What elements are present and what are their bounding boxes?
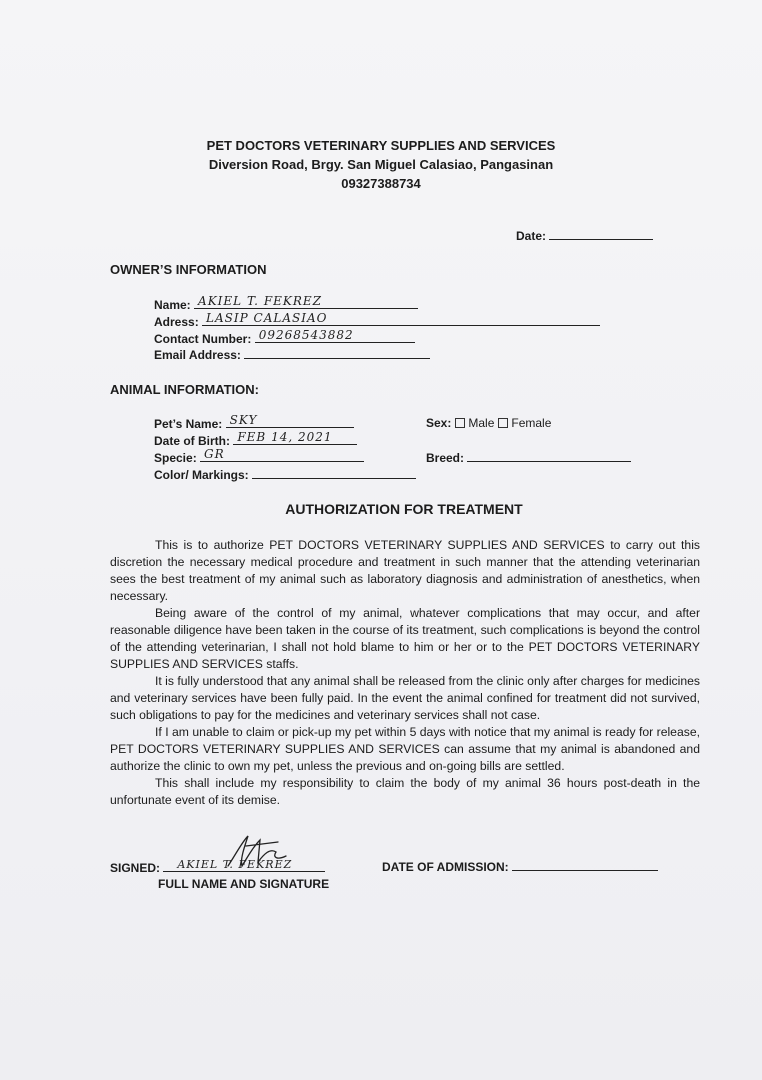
breed-line[interactable] xyxy=(467,450,631,462)
owner-name-line[interactable] xyxy=(194,294,418,309)
admission-date-line[interactable] xyxy=(512,859,658,871)
owner-name-field xyxy=(154,294,418,312)
dob-line[interactable] xyxy=(233,430,357,445)
specie-value: GR xyxy=(204,447,225,461)
dob-field xyxy=(154,430,357,448)
sex-female-label: Female xyxy=(511,416,552,430)
owner-contact-label: Contact Number: xyxy=(154,332,252,346)
authorization-paragraph: This shall include my responsibility to claim the body of my animal 36 hours post-death in the unfortunate event of its demise. xyxy=(110,776,700,807)
sex-field xyxy=(426,416,551,430)
signed-label: SIGNED: xyxy=(110,861,161,875)
date-line[interactable] xyxy=(549,228,653,240)
owner-contact-field xyxy=(154,328,415,346)
owner-contact-value: 09268543882 xyxy=(258,328,354,342)
color-markings-line[interactable] xyxy=(252,467,416,479)
owner-email-line[interactable] xyxy=(244,347,430,359)
owner-email-field xyxy=(154,347,430,362)
specie-label: Specie: xyxy=(154,451,197,465)
pet-name-line[interactable] xyxy=(226,413,354,428)
breed-field xyxy=(426,450,631,465)
pet-name-field xyxy=(154,413,354,431)
specie-field xyxy=(154,447,364,465)
admission-date-label: DATE OF ADMISSION: xyxy=(382,860,509,874)
authorization-title: AUTHORIZATION FOR TREATMENT xyxy=(285,501,523,517)
signed-line[interactable] xyxy=(163,860,325,872)
owner-name-value: AKIEL T. FEKREZ xyxy=(198,294,322,308)
sex-male-label: Male xyxy=(468,416,495,430)
authorization-paragraph: If I am unable to claim or pick-up my pet within 5 days with notice that my animal is ready for release, PET DOCTORS VETERINARY SUPPLIES AND SERVICES can assume that my animal is abandoned and authorize the clinic to own my pet, unless the previous and on-going bills are settled. xyxy=(110,725,700,773)
authorization-paragraph: It is fully understood that any animal shall be released from the clinic only after charges for medicines and veterinary services have been fully paid. In the event the animal confined for treatment did not survived, such obligations to pay for the medicines and veterinary services shall not case. xyxy=(110,674,700,722)
authorization-paragraph: Being aware of the control of my animal, whatever complications that may occur, and after reasonable diligence have been taken in the course of its treatment, such complications is beyond the control of the attending veterinarian, I shall not hold blame to him or her or to the PET DOCTORS VETERINARY SUPPLIES AND SERVICES staffs. xyxy=(110,606,700,671)
animal-section-title: ANIMAL INFORMATION: xyxy=(110,382,259,397)
owner-email-label: Email Address: xyxy=(154,348,241,362)
pet-name-value: SKY xyxy=(229,413,258,427)
owner-address-label: Adress: xyxy=(154,315,199,329)
dob-label: Date of Birth: xyxy=(154,434,230,448)
sex-label: Sex: xyxy=(426,416,452,430)
color-markings-field xyxy=(154,467,416,482)
signature-caption: FULL NAME AND SIGNATURE xyxy=(158,877,330,891)
company-name: PET DOCTORS VETERINARY SUPPLIES AND SERVICES xyxy=(206,138,556,153)
authorization-body xyxy=(110,537,700,809)
sex-female-checkbox[interactable] xyxy=(498,418,508,428)
dob-value: FEB 14, 2021 xyxy=(237,430,333,444)
signed-name-value: AKIEL T. FEKREZ xyxy=(177,858,293,871)
date-field xyxy=(516,228,653,243)
authorization-paragraph: This is to authorize PET DOCTORS VETERINARY SUPPLIES AND SERVICES to carry out this discretion the necessary medical procedure and treatment in such manner that the attending veterinarian sees the best treatment of my animal such as laboratory diagnosis and administration of anesthetics, when necessary. xyxy=(110,538,700,603)
owner-address-line[interactable] xyxy=(202,311,600,326)
breed-label: Breed: xyxy=(426,451,465,465)
owner-section-title: OWNER’S INFORMATION xyxy=(110,262,267,277)
sex-male-checkbox[interactable] xyxy=(455,418,465,428)
date-label: Date: xyxy=(516,229,547,243)
signed-field xyxy=(110,860,325,875)
owner-address-field xyxy=(154,311,600,329)
owner-name-label: Name: xyxy=(154,298,191,312)
company-phone: 09327388734 xyxy=(341,176,421,191)
admission-date-field xyxy=(382,859,658,874)
owner-contact-line[interactable] xyxy=(255,328,415,343)
specie-line[interactable] xyxy=(200,447,364,462)
color-markings-label: Color/ Markings: xyxy=(154,468,249,482)
owner-address-value: LASIP CALASIAO xyxy=(206,311,328,325)
company-address: Diversion Road, Brgy. San Miguel Calasiao, Pangasinan xyxy=(208,157,554,172)
pet-name-label: Pet’s Name: xyxy=(154,417,223,431)
